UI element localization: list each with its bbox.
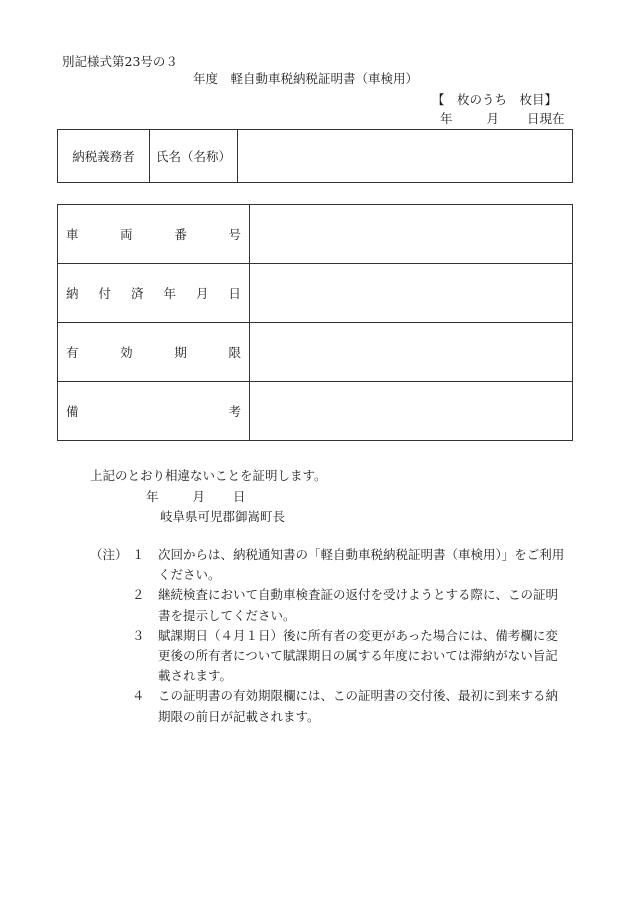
row-valid-until xyxy=(58,323,573,382)
label-char: 済 xyxy=(130,286,144,301)
row-remarks xyxy=(58,382,573,441)
document-title: 年度 軽自動車税納税証明書（車検用） xyxy=(193,71,419,86)
certification-date xyxy=(146,487,246,505)
remarks-label xyxy=(58,382,250,441)
note-item xyxy=(90,545,570,585)
note-prefix xyxy=(90,585,132,625)
valid-until-field[interactable] xyxy=(250,323,573,382)
cert-year: 年 xyxy=(146,489,159,504)
taxpayer-table xyxy=(57,129,573,183)
label-char: 号 xyxy=(228,227,241,242)
payment-date-field[interactable] xyxy=(250,264,573,323)
name-value-field[interactable] xyxy=(238,130,573,183)
remarks-field[interactable] xyxy=(250,382,573,441)
form-number: 別記様式第23号の３ xyxy=(62,54,178,69)
note-number: ３ xyxy=(132,627,145,643)
label-char: 日 xyxy=(228,286,241,301)
label-char: 効 xyxy=(120,345,133,360)
note-prefix xyxy=(90,626,132,687)
label-char: 備 xyxy=(66,404,79,419)
taxpayer-label: 納税義務者 xyxy=(58,130,150,183)
label-char: 車 xyxy=(66,227,79,242)
name-label: 氏名（名称） xyxy=(150,130,238,183)
label-char: 限 xyxy=(228,345,241,360)
note-number: １ xyxy=(132,547,145,562)
label-char: 納 xyxy=(66,286,79,301)
note-item xyxy=(90,686,570,726)
note-text: 賦課期日（４月１日）後に所有者の変更があった場合には、備考欄に変更後の所有者について賦課期日の属する年度においては滞納がない旨記載されます。 xyxy=(158,627,558,684)
row-payment-date xyxy=(58,264,573,323)
valid-until-label xyxy=(58,323,250,382)
label-char: 年 xyxy=(163,286,176,301)
label-char: 両 xyxy=(120,227,133,242)
notes xyxy=(90,545,570,727)
label-char: 考 xyxy=(228,404,241,419)
as-of-day: 日現在 xyxy=(527,111,565,126)
row-vehicle-number xyxy=(58,205,573,264)
note-item xyxy=(90,585,570,625)
label-char: 有 xyxy=(66,345,79,360)
vehicle-table xyxy=(57,204,573,441)
payment-date-label xyxy=(58,264,250,323)
as-of-month: 月 xyxy=(486,111,500,126)
note-number: ４ xyxy=(132,688,145,704)
certification-statement: 上記のとおり相違ないことを証明します。 xyxy=(90,468,327,483)
label-char: 月 xyxy=(195,286,209,301)
note-text: 継続検査において自動車検査証の返付を受けようとする際に、この証明書を提示してください。 xyxy=(158,587,559,623)
cert-day: 日 xyxy=(233,489,246,504)
label-char: 付 xyxy=(98,286,111,301)
note-item xyxy=(90,626,570,687)
note-text: 次回からは、納税通知書の「軽自動車税納税証明書（車検用）」をご利用ください。 xyxy=(158,547,565,583)
note-text: この証明書の有効期限欄には、この証明書の交付後、最初に到来する納期限の前日が記載されます。 xyxy=(158,688,559,724)
note-prefix: （注） xyxy=(90,547,128,562)
as-of-year: 年 xyxy=(440,111,453,126)
issuer: 岐阜県可児郡御嵩町長 xyxy=(160,509,286,524)
sheet-count: 【 枚のうち 枚目】 xyxy=(432,92,558,107)
note-prefix xyxy=(90,686,132,726)
as-of-date xyxy=(440,109,565,127)
vehicle-number-label xyxy=(58,205,250,264)
cert-month: 月 xyxy=(192,489,206,504)
label-char: 番 xyxy=(174,227,187,242)
vehicle-number-field[interactable] xyxy=(250,205,573,264)
note-number: ２ xyxy=(132,587,145,603)
label-char: 期 xyxy=(174,345,187,360)
